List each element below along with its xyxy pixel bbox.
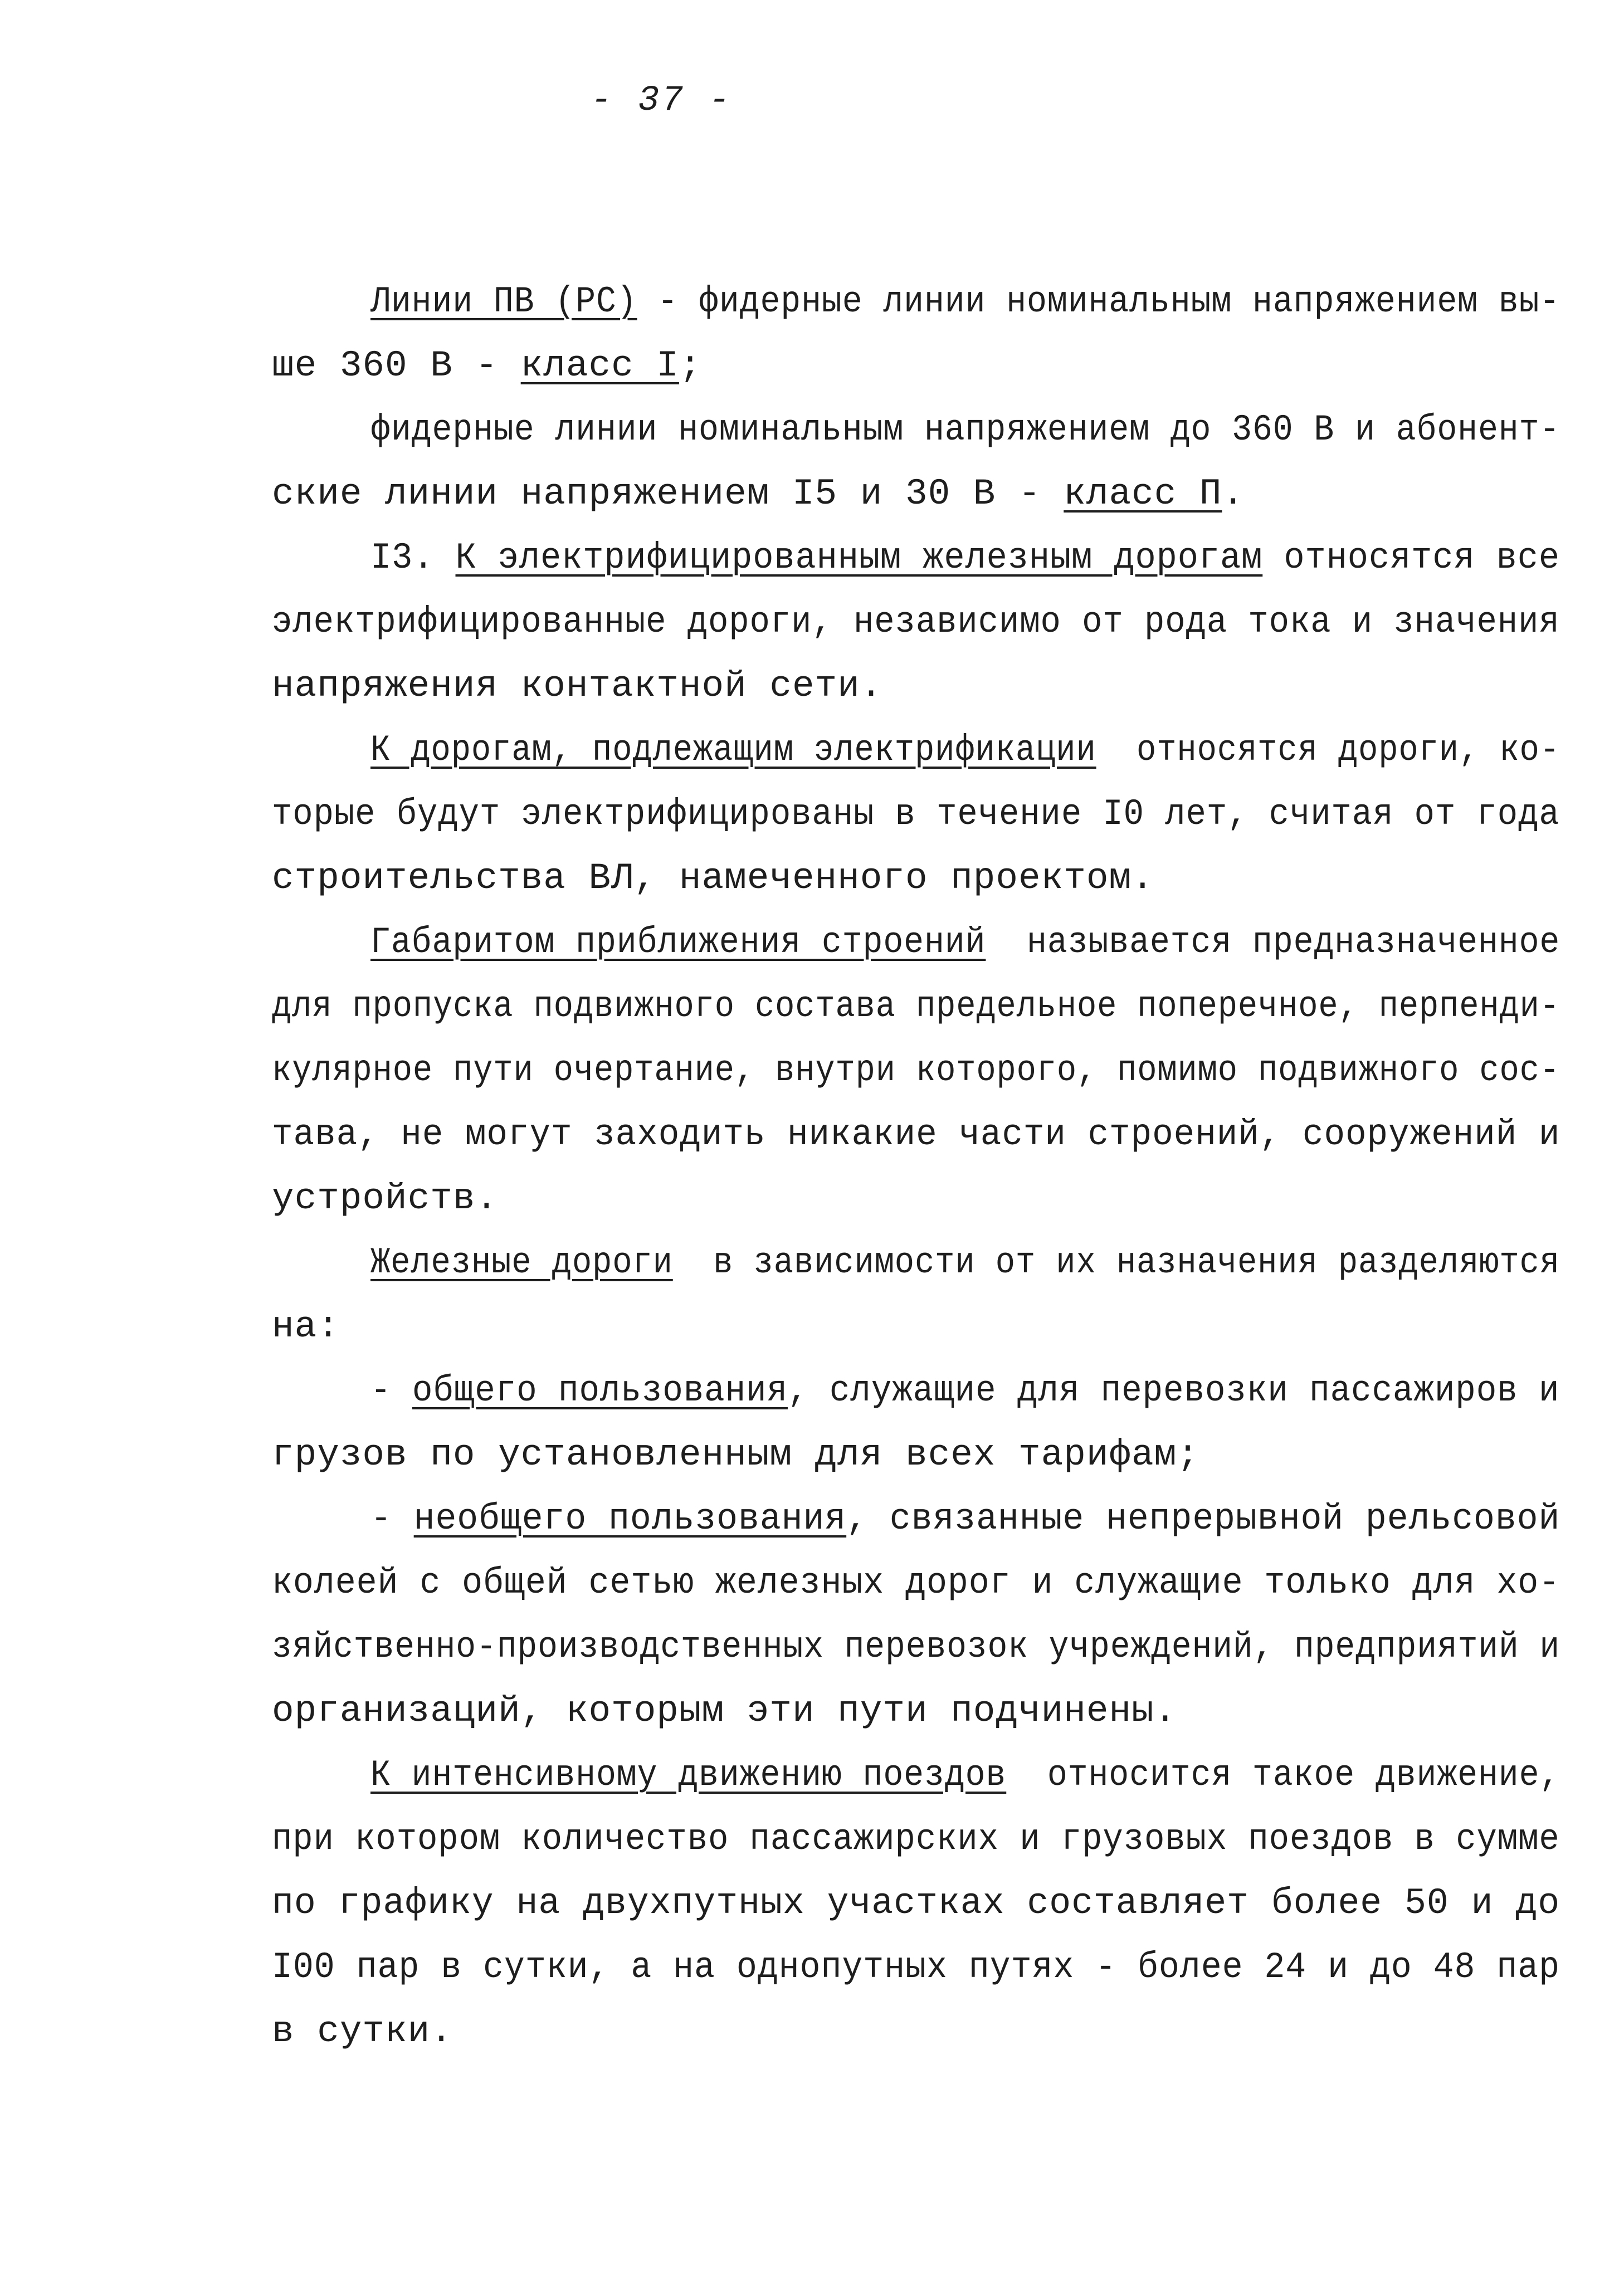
- text-segment: организаций, которым эти пути подчинены.: [272, 1690, 1177, 1732]
- text-segment: фидерные линии номинальным напряжением до 360 В и абонент-: [370, 409, 1560, 451]
- text-line: [272, 1945, 1560, 1990]
- text-segment: -: [370, 1370, 412, 1412]
- text-line: [272, 1689, 1177, 1734]
- underlined-term: Линии ПВ (РС): [370, 281, 637, 323]
- text-line: [272, 472, 1245, 516]
- text-line: [272, 1561, 1560, 1605]
- text-segment: I3.: [370, 537, 456, 579]
- text-line: [272, 600, 1560, 645]
- text-segment: .: [1222, 473, 1245, 515]
- text-segment: относятся все: [1262, 537, 1560, 579]
- text-segment: ские линии напряжением I5 и 30 В -: [272, 473, 1064, 515]
- text-segment: при котором количество пассажирских и грузовых поездов в сумме: [272, 1818, 1560, 1860]
- text-line: [272, 2009, 453, 2054]
- underlined-term: К электрифицированным железным дорогам: [455, 537, 1263, 579]
- text-line: [272, 664, 882, 709]
- text-segment: называется предназначенное: [986, 921, 1560, 963]
- text-segment: колеей с общей сетью железных дорог и служащие только для хо-: [272, 1562, 1560, 1604]
- text-line: [272, 1048, 1560, 1093]
- text-line: [370, 1497, 1560, 1541]
- text-line: [370, 536, 1560, 580]
- text-segment: на:: [272, 1306, 340, 1348]
- text-segment: по графику на двухпутных участках составляет более 50 и до: [272, 1882, 1560, 1924]
- text-segment: ;: [679, 345, 702, 387]
- text-segment: торые будут электрифицированы в течение I0 лет, считая от года: [272, 793, 1560, 835]
- text-segment: напряжения контактной сети.: [272, 665, 883, 707]
- text-segment: в сутки.: [272, 2010, 453, 2052]
- text-line: [370, 280, 1560, 324]
- underlined-term: класс I: [520, 345, 679, 387]
- text-segment: относятся дороги, ко-: [1096, 729, 1560, 771]
- text-line: [272, 856, 1154, 901]
- text-segment: , служащие для перевозки пассажиров и: [787, 1370, 1560, 1412]
- page-number: - 37 -: [591, 81, 733, 121]
- text-line: [272, 984, 1560, 1029]
- text-line: [272, 1817, 1560, 1862]
- underlined-term: общего пользования: [412, 1370, 788, 1412]
- text-line: [272, 792, 1560, 837]
- text-segment: относится такое движение,: [1006, 1754, 1560, 1796]
- text-line: [370, 920, 1560, 965]
- underlined-term: Железные дороги: [370, 1242, 673, 1283]
- text-line: [370, 1753, 1560, 1798]
- underlined-term: класс П: [1064, 473, 1222, 515]
- text-line: [370, 728, 1560, 773]
- text-line: [370, 1241, 1560, 1285]
- text-segment: строительства ВЛ, намеченного проектом.: [272, 857, 1154, 899]
- text-segment: для пропуска подвижного состава предельное поперечное, перпенди-: [272, 985, 1560, 1027]
- text-line: [370, 408, 1560, 452]
- underlined-term: Габаритом приближения строений: [370, 921, 986, 963]
- text-segment: зяйственно-производственных перевозок учреждений, предприятий и: [272, 1626, 1560, 1668]
- text-line: [272, 1177, 498, 1221]
- text-line: [370, 1369, 1560, 1413]
- text-segment: , связанные непрерывной рельсовой: [846, 1498, 1560, 1540]
- text-segment: I00 пар в сутки, а на однопутных путях - более 24 и до 48 пар: [272, 1946, 1560, 1988]
- text-segment: электрифицированные дороги, независимо от рода тока и значения: [272, 601, 1560, 643]
- text-segment: в зависимости от их назначения разделяются: [672, 1242, 1560, 1283]
- underlined-term: необщего пользования: [413, 1498, 847, 1540]
- text-segment: ше 360 В -: [272, 345, 521, 387]
- text-segment: тава, не могут заходить никакие части строений, сооружений и: [272, 1114, 1560, 1155]
- text-line: [272, 1433, 1199, 1477]
- underlined-term: К интенсивному движению поездов: [370, 1754, 1007, 1796]
- text-segment: - фидерные линии номинальным напряжением вы-: [637, 281, 1560, 323]
- text-line: [272, 1305, 340, 1349]
- text-segment: -: [370, 1498, 414, 1540]
- text-line: [272, 344, 702, 388]
- text-line: [272, 1625, 1560, 1670]
- underlined-term: К дорогам, подлежащим электрификации: [370, 729, 1096, 771]
- text-segment: устройств.: [272, 1178, 499, 1219]
- text-line: [272, 1112, 1560, 1157]
- text-segment: грузов по установленным для всех тарифам;: [272, 1434, 1199, 1476]
- text-segment: кулярное пути очертание, внутри которого, помимо подвижного сос-: [272, 1050, 1560, 1091]
- text-line: [272, 1881, 1560, 1926]
